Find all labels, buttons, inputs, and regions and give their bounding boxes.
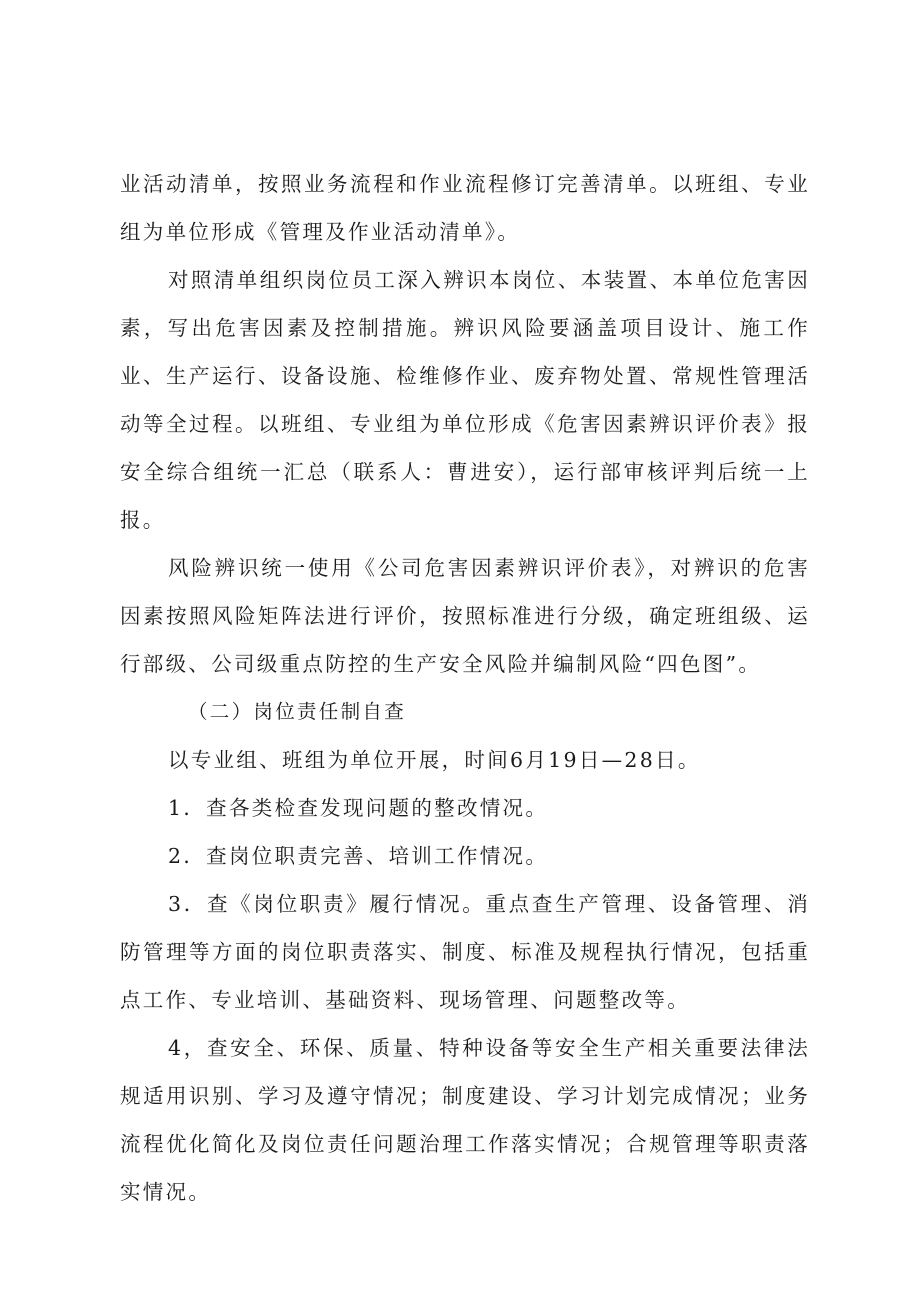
- paragraph-continuation: 业活动清单，按照业务流程和作业流程修订完善清单。以班组、专业组为单位形成《管理及作业活动清单》。: [120, 172, 810, 244]
- paragraph-schedule: 以专业组、班组为单位开展，时间6月19日—28日。: [168, 748, 701, 772]
- list-item-4: 4，查安全、环保、质量、特种设备等安全生产相关重要法律法规适用识别、学习及遵守情况；制度建设、学习计划完成情况；业务流程优化简化及岗位责任问题治理工作落实情况；合规管理等职责落实情况。: [120, 1036, 810, 1204]
- paragraph-hazard-identification: 对照清单组织岗位员工深入辨识本岗位、本装置、本单位危害因素，写出危害因素及控制措施。辨识风险要涵盖项目设计、施工作业、生产运行、设备设施、检维修作业、废弃物处置、常规性管理活动等全过程。以班组、专业组为单位形成《危害因素辨识评价表》报安全综合组统一汇总（联系人：曹进安），运行部审核评判后统一上报。: [120, 268, 810, 532]
- list-item-1: 1．查各类检查发现问题的整改情况。: [168, 796, 549, 820]
- list-item-3: 3．查《岗位职责》履行情况。重点查生产管理、设备管理、消防管理等方面的岗位职责落实、制度、标准及规程执行情况，包括重点工作、专业培训、基础资料、现场管理、问题整改等。: [120, 892, 810, 1012]
- document-body: [120, 160, 810, 1216]
- paragraph-risk-evaluation: 风险辨识统一使用《公司危害因素辨识评价表》，对辨识的危害因素按照风险矩阵法进行评价，按照标准进行分级，确定班组级、运行部级、公司级重点防控的生产安全风险并编制风险“四色图”。: [120, 556, 810, 676]
- section-heading: （二）岗位责任制自查: [188, 700, 407, 723]
- list-item-2: 2．查岗位职责完善、培训工作情况。: [168, 844, 549, 868]
